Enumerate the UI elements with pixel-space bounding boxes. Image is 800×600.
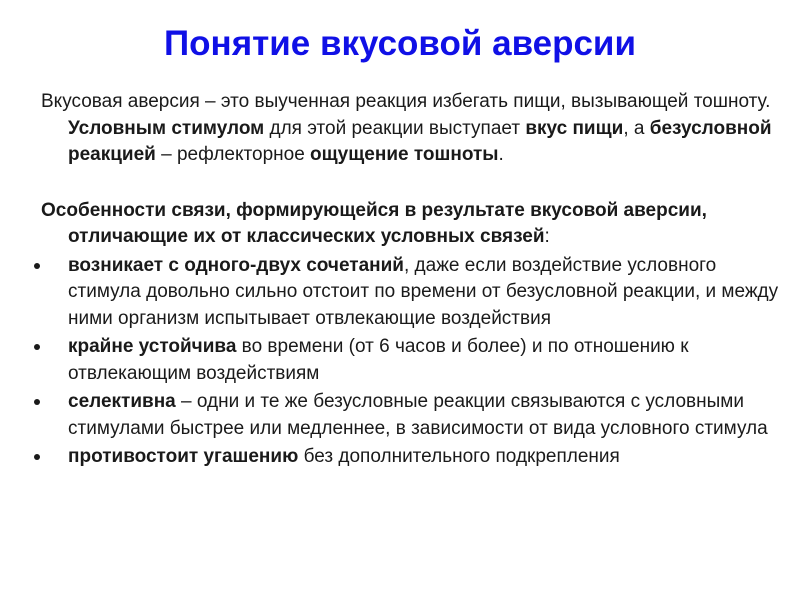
slide-content (41, 89, 781, 471)
features-list (41, 253, 781, 471)
emphasis-text: Особенности связи, формирующейся в результате вкусовой аверсии, отличающие их от классических условных связей (41, 199, 707, 247)
emphasis-text: селективна (68, 391, 176, 412)
emphasis-text: ощущение тошноты (310, 144, 499, 165)
body-text: Вкусовая аверсия – это выученная реакция избегать пищи, вызывающей тошноту. (41, 91, 771, 112)
bullet-dot-icon (34, 263, 40, 269)
list-item (41, 253, 781, 333)
body-text: : (544, 226, 550, 247)
body-text: во времени (от 6 часов и более) и по отношению к отвлекающим воздействиям (68, 336, 689, 384)
body-text: – рефлекторное (155, 144, 311, 165)
emphasis-text: крайне устойчива (68, 336, 237, 357)
emphasis-text: противостоит угашению (68, 446, 299, 467)
emphasis-text: Условным стимулом (68, 117, 265, 139)
list-item (41, 334, 781, 387)
emphasis-text: возникает с одного-двух сочетаний (68, 254, 404, 276)
body-text: для этой реакции выступает (264, 117, 526, 139)
paragraph-spacer (41, 169, 781, 198)
list-item (41, 389, 781, 442)
body-text: – одни и те же безусловные реакции связываются с условными стимулами быстрее или медленнее, в зависимости от вида условного стимула (68, 391, 768, 439)
slide-title: Понятие вкусовой аверсии (164, 24, 636, 63)
emphasis-text: вкус пищи (525, 117, 624, 139)
intro-paragraph (41, 89, 781, 169)
bullet-dot-icon (34, 344, 40, 350)
list-item (41, 444, 781, 471)
emphasis-text: безусловной реакцией (68, 117, 772, 165)
bullet-dot-icon (34, 399, 40, 405)
body-text: , даже если воздействие условного стимула довольно сильно отстоит по времени от безусловной реакции, и между ними организм испытывает отвлекающие воздействия (68, 254, 779, 329)
features-heading (41, 198, 781, 251)
body-text: без дополнительного подкрепления (298, 446, 620, 467)
body-text: . (498, 144, 504, 165)
body-text: , а (623, 117, 650, 139)
bullet-dot-icon (34, 454, 40, 460)
